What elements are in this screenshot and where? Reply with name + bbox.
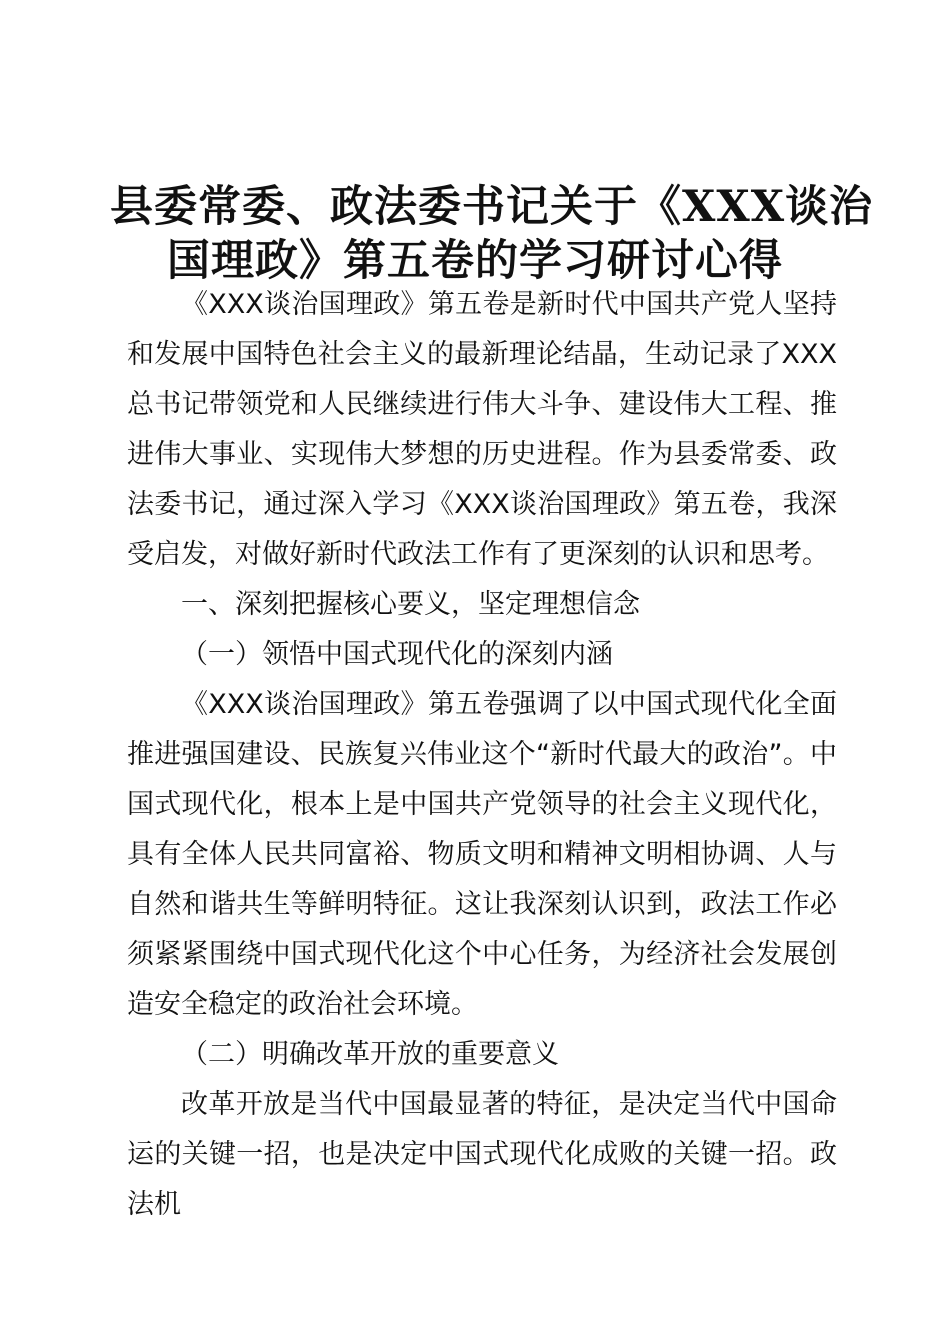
document-title: [110, 180, 874, 288]
subsection-1-paragraph: 《XXX谈治国理政》第五卷强调了以中国式现代化全面推进强国建设、民族复兴伟业这个“新时代最大的政治”。中国式现代化，根本上是中国共产党领导的社会主义现代化，具有全体人民共同富裕、物质文明和精神文明相协调、人与自然和谐共生等鲜明特征。这让我深刻认识到，政法工作必须紧紧围绕中国式现代化这个中心任务，为经济社会发展创造安全稳定的政治社会环境。: [127, 689, 837, 1020]
subsection-2-paragraph: 改革开放是当代中国最显著的特征，是决定当代中国命运的关键一招，也是决定中国式现代化成败的关键一招。政法机: [127, 1089, 837, 1220]
document-body: [127, 280, 837, 1230]
subsection-2-heading: （二）明确改革开放的重要意义: [181, 1039, 559, 1070]
title-line-2: 国理政》第五卷的学习研讨心得: [167, 236, 783, 286]
section-1-heading: 一、深刻把握核心要义，坚定理想信念: [181, 589, 640, 620]
intro-paragraph: 《XXX谈治国理政》第五卷是新时代中国共产党人坚持和发展中国特色社会主义的最新理论结晶，生动记录了XXX总书记带领党和人民继续进行伟大斗争、建设伟大工程、推进伟大事业、实现伟大梦想的历史进程。作为县委常委、政法委书记，通过深入学习《XXX谈治国理政》第五卷，我深受启发，对做好新时代政法工作有了更深刻的认识和思考。: [127, 289, 837, 570]
subsection-1-heading: （一）领悟中国式现代化的深刻内涵: [181, 639, 613, 670]
title-line-1: 县委常委、政法委书记关于《XXX谈治: [110, 182, 874, 232]
